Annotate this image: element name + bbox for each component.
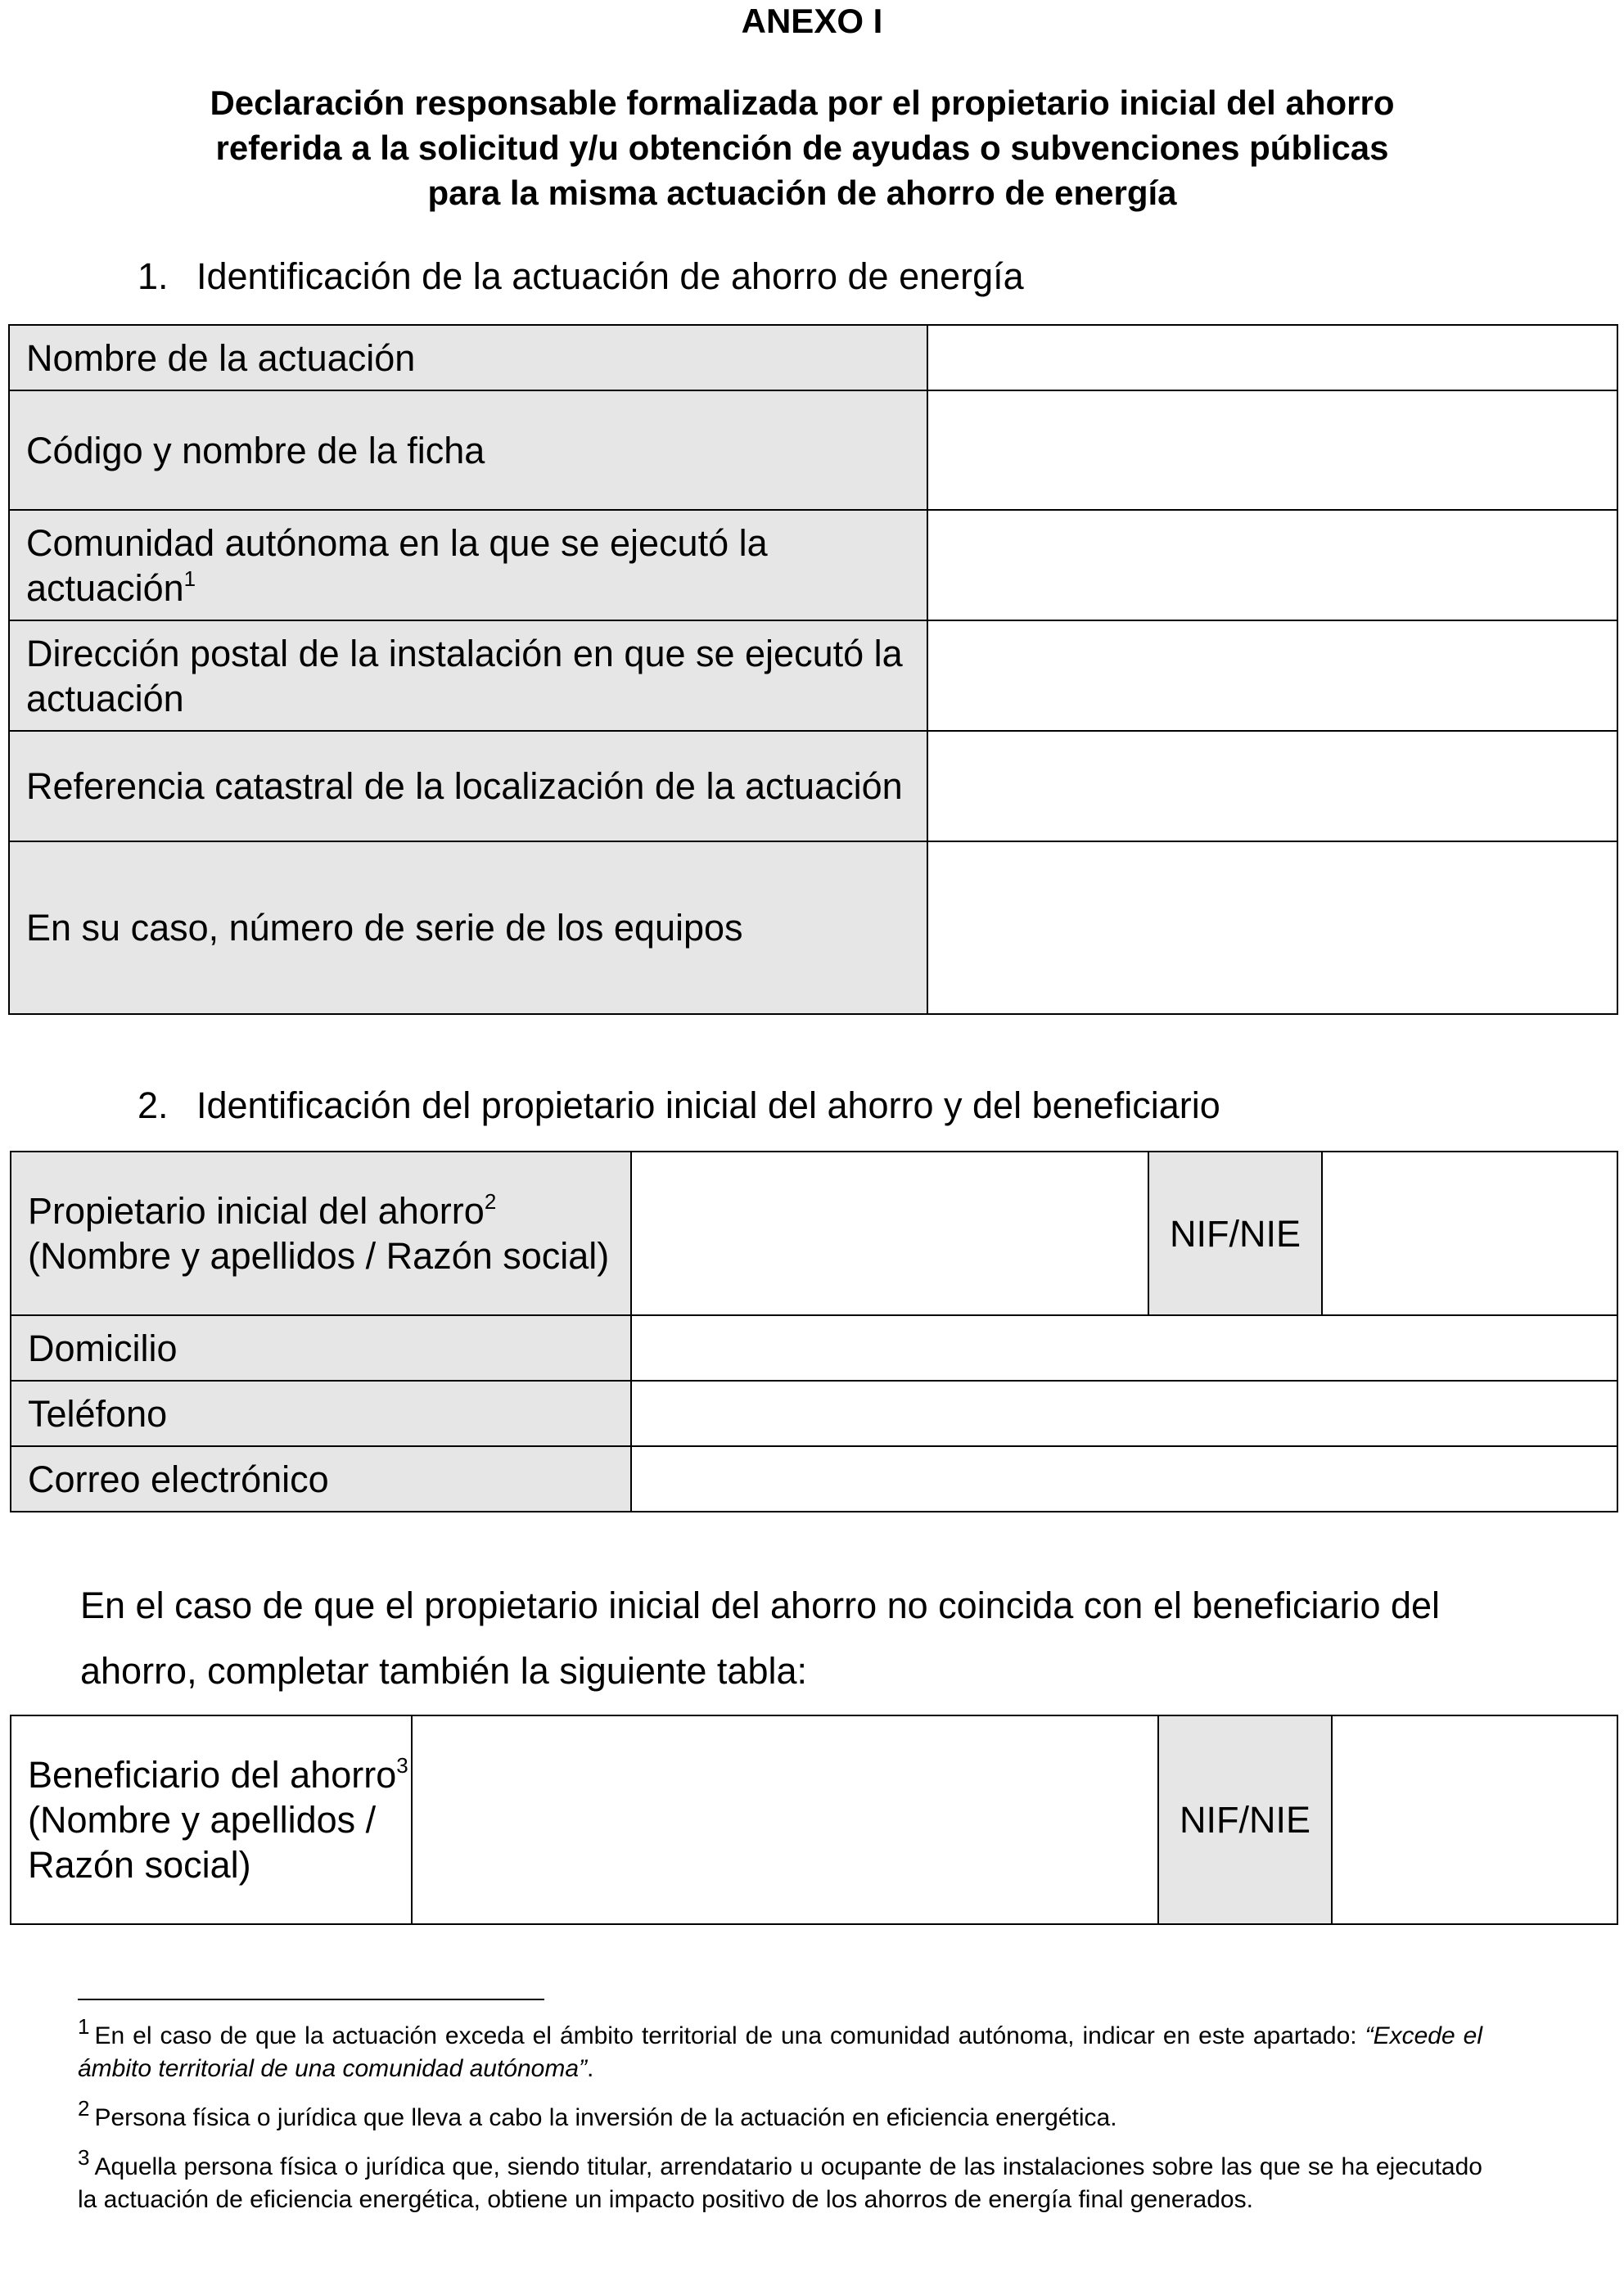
- autonomous-community-label: [9, 510, 927, 620]
- document-title-line-2: referida a la solicitud y/u obtención de ayudas o subvenciones públicas: [215, 128, 1389, 167]
- section-1-number: 1.: [138, 255, 169, 297]
- action-identification-table: [8, 324, 1618, 1015]
- footnote-1-italic: “Excede el ámbito territorial de una comunidad autónoma”: [78, 2022, 1482, 2082]
- beneficiary-label-line-2: (Nombre y apellidos / Razón social): [28, 1799, 377, 1886]
- owner-nif-label: NIF/NIE: [1148, 1152, 1322, 1315]
- beneficiary-label: [11, 1715, 412, 1924]
- footnote-ref-3: 3: [396, 1753, 408, 1778]
- footnote-separator: [78, 1999, 544, 2000]
- footnote-1-text: En el caso de que la actuación exceda el ámbito territorial de una comunidad autónoma, indicar en este apartado:: [94, 2022, 1365, 2049]
- footnote-1-number: 1: [78, 2014, 90, 2039]
- table-row: [9, 620, 1617, 731]
- footnote-2-number: 2: [78, 2096, 90, 2121]
- phone-field[interactable]: [631, 1381, 1617, 1446]
- beneficiary-nif-label: NIF/NIE: [1158, 1715, 1332, 1924]
- section-1-heading-text: Identificación de la actuación de ahorro de energía: [196, 255, 1024, 297]
- section-2-heading-text: Identificación del propietario inicial del ahorro y del beneficiario: [196, 1084, 1220, 1126]
- action-name-label: Nombre de la actuación: [9, 325, 927, 390]
- annex-title: ANEXO I: [741, 2, 883, 40]
- owner-name-field[interactable]: [631, 1152, 1148, 1315]
- table-row: [9, 390, 1617, 510]
- owner-nif-field[interactable]: [1322, 1152, 1617, 1315]
- footnote-3-text: Aquella persona física o jurídica que, siendo titular, arrendatario u ocupante de las instalaciones sobre las que se ha ejecutado la actuación de eficiencia energética, obtiene un impacto positivo de los ahorros de energía final generados.: [78, 2153, 1482, 2213]
- footnote-ref-1: 1: [183, 566, 196, 591]
- table-row: [9, 731, 1617, 841]
- footnote-2: [78, 2096, 1482, 2135]
- table-row: [9, 325, 1617, 390]
- action-name-field[interactable]: [927, 325, 1617, 390]
- document-title: [115, 80, 1490, 215]
- postal-address-label: Dirección postal de la instalación en que se ejecutó la actuación: [9, 620, 927, 731]
- serial-number-field[interactable]: [927, 841, 1617, 1014]
- owner-name-label: [11, 1152, 631, 1315]
- postal-address-field[interactable]: [927, 620, 1617, 731]
- footnote-1-tail: .: [587, 2055, 594, 2082]
- phone-label: Teléfono: [11, 1381, 631, 1446]
- table-row: [11, 1715, 1617, 1924]
- section-2-number: 2.: [138, 1084, 169, 1126]
- table-row: [11, 1446, 1617, 1512]
- autonomous-community-field[interactable]: [927, 510, 1617, 620]
- autonomous-community-label-text: Comunidad autónoma en la que se ejecutó la actuación: [26, 521, 768, 609]
- cadastral-reference-field[interactable]: [927, 731, 1617, 841]
- sheet-code-label: Código y nombre de la ficha: [9, 390, 927, 510]
- owner-label-line-2: (Nombre y apellidos / Razón social): [28, 1235, 610, 1277]
- beneficiary-label-line-1: Beneficiario del ahorro: [28, 1754, 397, 1796]
- owner-identification-table: [10, 1151, 1618, 1512]
- footnote-2-text: Persona física o jurídica que lleva a cabo la inversión de la actuación en eficiencia energética.: [94, 2104, 1117, 2131]
- table-row: [11, 1315, 1617, 1381]
- table-row: [11, 1381, 1617, 1446]
- footnote-3: [78, 2145, 1482, 2216]
- sheet-code-field[interactable]: [927, 390, 1617, 510]
- serial-number-label: En su caso, número de serie de los equipos: [9, 841, 927, 1014]
- owner-label-line-1: Propietario inicial del ahorro: [28, 1190, 485, 1232]
- beneficiary-nif-field[interactable]: [1332, 1715, 1617, 1924]
- table-row: [9, 510, 1617, 620]
- table-row: [11, 1152, 1617, 1315]
- address-field[interactable]: [631, 1315, 1617, 1381]
- beneficiary-note: En el caso de que el propietario inicial del ahorro no coincida con el beneficiario del ahorro, completar también la siguiente tabla:: [80, 1585, 1441, 1692]
- beneficiary-table: [10, 1715, 1618, 1925]
- cadastral-reference-label: Referencia catastral de la localización de la actuación: [9, 731, 927, 841]
- email-field[interactable]: [631, 1446, 1617, 1512]
- document-title-line-3: para la misma actuación de ahorro de energía: [427, 174, 1177, 212]
- footnote-ref-2: 2: [484, 1189, 497, 1214]
- table-row: [9, 841, 1617, 1014]
- address-label: Domicilio: [11, 1315, 631, 1381]
- section-2-heading: [138, 1083, 1220, 1129]
- section-1-heading: [138, 254, 1024, 300]
- document-title-line-1: Declaración responsable formalizada por el propietario inicial del ahorro: [210, 83, 1395, 122]
- beneficiary-name-field[interactable]: [412, 1715, 1158, 1924]
- footnote-3-number: 3: [78, 2145, 90, 2170]
- email-label: Correo electrónico: [11, 1446, 631, 1512]
- footnote-1: [78, 2014, 1482, 2085]
